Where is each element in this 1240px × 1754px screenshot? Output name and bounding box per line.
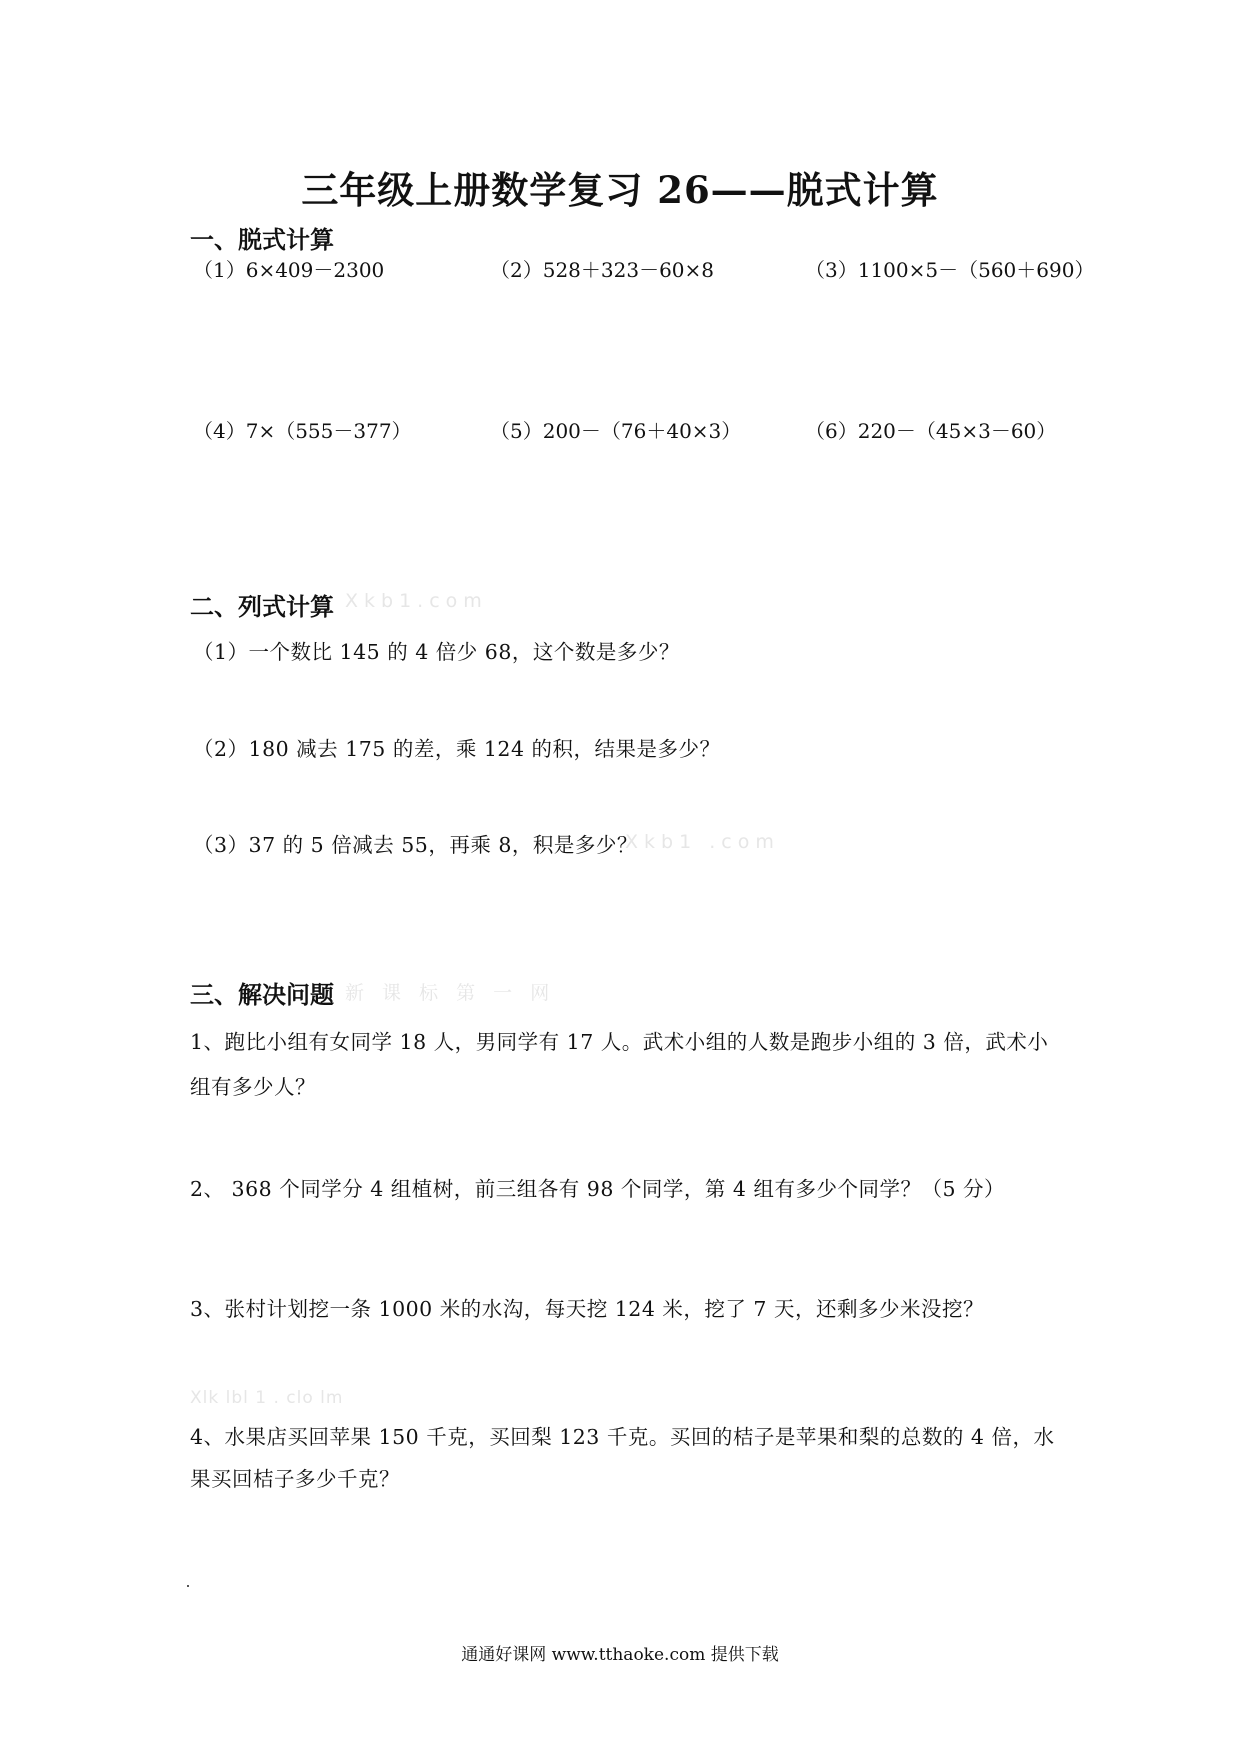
expression-problem-1: （1）一个数比 145 的 4 倍少 68，这个数是多少？	[193, 640, 680, 664]
calc-problem-1: （1）6×409－2300	[193, 258, 385, 282]
watermark-text: Xlk lbl 1 . clo lm	[190, 1388, 344, 1408]
watermark-text: Xkb1 .com	[625, 831, 780, 853]
section-heading-2: 二、列式计算	[190, 593, 334, 621]
word-problem-1-line-2: 组有多少人？	[190, 1075, 316, 1099]
word-problem-1-line-1: 1、跑比小组有女同学 18 人，男同学有 17 人。武术小组的人数是跑步小组的 3 倍，武术小	[190, 1030, 1049, 1054]
footer-credit: 通通好课网 www.tthaoke.com 提供下载	[461, 1645, 779, 1665]
calc-problem-2: （2）528＋323－60×8	[490, 258, 715, 282]
word-problem-2: 2、 368 个同学分 4 组植树，前三组各有 98 个同学，第 4 组有多少个同学？（5 分）	[190, 1177, 1006, 1201]
calc-problem-5: （5）200－（76＋40×3）	[490, 419, 742, 443]
expression-problem-2: （2）180 减去 175 的差，乘 124 的积，结果是多少？	[193, 737, 721, 761]
word-problem-4-line-1: 4、水果店买回苹果 150 千克，买回梨 123 千克。买回的桔子是苹果和梨的总数的 4 倍，水	[190, 1425, 1055, 1449]
page-title: 三年级上册数学复习 26——脱式计算	[301, 168, 939, 212]
calc-problem-3: （3）1100×5－（560＋690）	[805, 258, 1095, 282]
speck-mark	[187, 1585, 189, 1587]
section-heading-3: 三、解决问题	[190, 981, 334, 1009]
expression-problem-3: （3）37 的 5 倍减去 55，再乘 8，积是多少？	[193, 833, 638, 857]
word-problem-4-line-2: 果买回桔子多少千克？	[190, 1467, 400, 1491]
watermark-text: Xkb1.com	[345, 590, 488, 612]
calc-problem-6: （6）220－（45×3－60）	[805, 419, 1057, 443]
section-heading-1: 一、脱式计算	[190, 226, 334, 254]
word-problem-3: 3、张村计划挖一条 1000 米的水沟，每天挖 124 米，挖了 7 天，还剩多少米没挖？	[190, 1297, 984, 1321]
watermark-text: 新 课 标 第 一 网	[345, 982, 556, 1004]
calc-problem-4: （4）7×（555－377）	[193, 419, 412, 443]
